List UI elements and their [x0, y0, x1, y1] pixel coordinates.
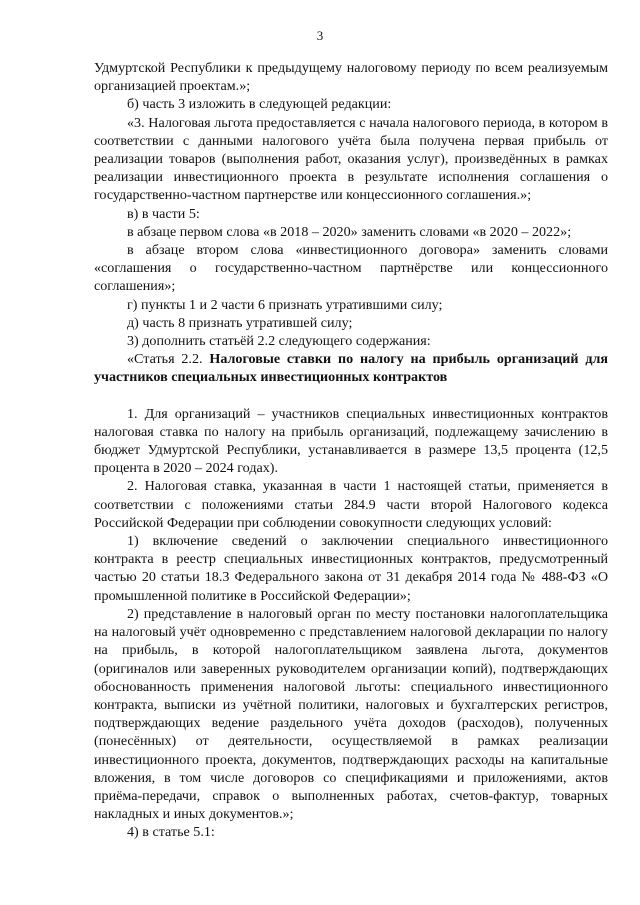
article-prefix: «Статья 2.2.	[127, 351, 210, 368]
paragraph: «3. Налоговая льгота предоставляется с начала налогового периода, в котором в соответствии с данными налогового учёта была получена первая прибыль от реализации товаров (выполнения работ, оказания услуг), произведённых в рамках реализации инвестиционного проекта в результате исполнения соглашения о государственно-частном партнерстве или концессионного соглашения.»;	[94, 114, 608, 204]
article-paragraph: 1) включение сведений о заключении специального инвестиционного контракта в реестр специальных инвестиционных контрактов, предусмотренный частью 20 статьи 18.3 Федерального закона от 31 декабря 2014 года № 488-ФЗ «О промышленной политике в Российской Федерации»;	[94, 533, 608, 604]
article-paragraph: 4) в статье 5.1:	[127, 824, 215, 841]
paragraph: в) в части 5:	[127, 205, 200, 222]
article-paragraph: 1. Для организаций – участников специальных инвестиционных контрактов налоговая ставка по налогу на прибыль организаций, подлежащему зачислению в бюджет Удмуртской Республики, устанавливается в размере 13,5 процента (12,5 процента в 2020 – 2024 годах).	[94, 405, 608, 477]
article-title: Налоговые ставки по налогу на прибыль организаций для участников специальных инвестиционных контрактов	[94, 351, 608, 386]
paragraph: в абзаце первом слова «в 2018 – 2020» заменить словами «в 2020 – 2022»;	[127, 223, 572, 240]
article-paragraph: 2. Налоговая ставка, указанная в части 1 настоящей статьи, применяется в соответствии с положениями статьи 284.9 части второй Налогового кодекса Российской Федерации при соблюдении совокупности следующих условий:	[94, 478, 608, 531]
paragraph: Удмуртской Республики к предыдущему налоговому периоду по всем реализуемым организацией проектам.»;	[94, 60, 608, 95]
document-body	[94, 59, 608, 842]
paragraph: 3) дополнить статьёй 2.2 следующего содержания:	[127, 333, 431, 350]
article-paragraph: 2) представление в налоговый орган по месту постановки налогоплательщика на налоговый учёт одновременно с представлением налоговой декларации по налогу на прибыль, в которой налогоплательщиком заявлена льгота, документов (оригиналов или заверенных руководителем организации копий), подтверждающих обоснованность применения налоговой льготы: специального инвестиционного контракта, выписки из учётной политики, налоговых и бухгалтерских регистров, подтверждающих ведение раздельного учёта доходов (расходов), полученных (понесённых) от деятельности, осуществляемой в рамках реализации инвестиционного проекта, документов, подтверждающих расходы на капитальные вложения, в том числе договоров со спецификациями и приложениями, актов приёма-передачи, справок о выполненных работах, счетов-фактур, товарных накладных и иных документов.»;	[94, 605, 608, 823]
paragraph: в абзаце втором слова «инвестиционного договора» заменить словами «соглашения о государственно-частном партнёрстве или концессионного соглашения»;	[94, 242, 608, 295]
paragraph: б) часть 3 изложить в следующей редакции:	[127, 96, 392, 113]
paragraph: д) часть 8 признать утратившей силу;	[127, 314, 353, 331]
article-heading	[94, 350, 608, 386]
page-number: 3	[316, 28, 324, 43]
spacer	[94, 387, 608, 405]
paragraph: г) пункты 1 и 2 части 6 признать утратившими силу;	[127, 296, 443, 313]
